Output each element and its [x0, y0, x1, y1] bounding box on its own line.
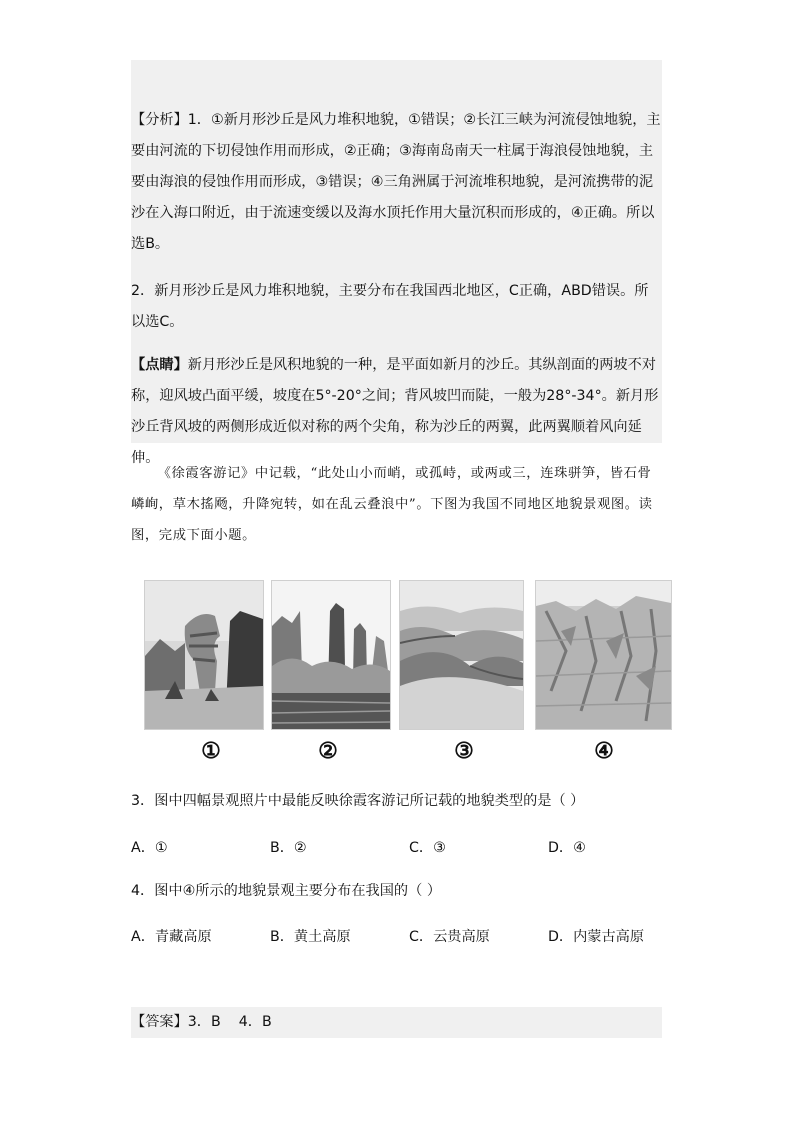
question4-option-c: C．云贵高原 — [409, 929, 490, 945]
answer-text: 3．B 4．B — [187, 1014, 272, 1030]
answer-tag: 【答案】 — [131, 1014, 188, 1030]
question3-option-b: B．② — [270, 840, 307, 856]
photo-1 — [144, 580, 264, 730]
question4-option-a: A．青藏高原 — [131, 929, 212, 945]
question4-option-b: B．黄土高原 — [270, 929, 351, 945]
question4-stem: 4．图中④所示的地貌景观主要分布在我国的（ ） — [131, 883, 442, 899]
question4-option-d: D．内蒙古高原 — [548, 929, 645, 945]
comment-paragraph — [131, 350, 662, 474]
stone-forest-photo-icon — [272, 581, 390, 729]
photo-1-label: ① — [201, 738, 221, 764]
photo-4-label: ④ — [594, 738, 614, 764]
comment-text: 新月形沙丘是风积地貌的一种，是平面如新月的沙丘。其纵剖面的两坡不对称，迎风坡凸面平缓，坡度在5°-20°之间；背风坡凹而陡，一般为28°-34°。新月形沙丘背风坡的两侧形成近似对称的两个尖角，称为沙丘的两翼，此两翼顺着风向延伸。 — [131, 357, 659, 466]
question3-stem: 3．图中四幅景观照片中最能反映徐霞客游记所记载的地貌类型的是（ ） — [131, 793, 585, 809]
photo-3 — [399, 580, 524, 730]
analysis-text: 1．①新月形沙丘是风力堆积地貌，①错误；②长江三峡为河流侵蚀地貌，主要由河流的下切侵蚀作用而形成，②正确；③海南岛南天一柱属于海浪侵蚀地貌，主要由海浪的侵蚀作用而形成，③错误；④三角洲属于河流堆积地貌，是河流携带的泥沙在入海口附近，由于流速变缓以及海水顶托作用大量沉积而形成的，④正确。所以选B。 — [131, 112, 661, 252]
analysis-paragraph — [131, 105, 662, 260]
question3-option-c: C．③ — [409, 840, 446, 856]
photo-2 — [271, 580, 391, 730]
passage-text: 《徐霞客游记》中记载，“此处山小而峭，或孤峙，或两或三，连珠骈笋，皆石骨嶙峋，草木搖飏，升降宛转，如在乱云叠浪中”。下图为我国不同地区地貌景观图。读图，完成下面小题。 — [131, 466, 653, 543]
answer-box — [131, 1007, 662, 1038]
question3-option-a: A．① — [131, 840, 168, 856]
comment-tag: 【点睛】 — [131, 357, 188, 373]
analysis-question2: 2．新月形沙丘是风力堆积地貌，主要分布在我国西北地区，C正确，ABD错误。所以选C。 — [131, 283, 649, 330]
analysis-tag: 【分析】 — [131, 112, 188, 128]
question3-option-d: D．④ — [548, 840, 586, 856]
photo-4 — [535, 580, 672, 730]
photo-2-label: ② — [318, 738, 338, 764]
wind-eroded-rock-photo-icon — [145, 581, 263, 729]
loess-plateau-photo-icon — [536, 581, 671, 729]
photo-3-label: ③ — [454, 738, 474, 764]
sand-dunes-photo-icon — [400, 581, 523, 729]
